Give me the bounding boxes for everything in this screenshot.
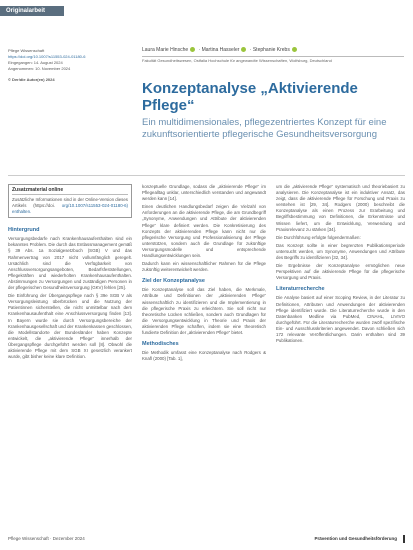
header-divider: [8, 175, 405, 176]
doi-link[interactable]: https://doi.org/10.1007/s11553-024-01180-6: [8, 54, 86, 59]
article-type-tag: Originalarbeit: [0, 6, 64, 16]
paragraph: Das Konzept sollte in einer begrenzten Publikationsperiode untersucht werden, um Synonyme, Anwendungen und Attribute des Begriffs zu identifizieren [32, 34].: [276, 242, 405, 261]
article-metadata: [8, 48, 136, 83]
text-column-3: [276, 184, 405, 346]
paragraph: Die Analyse basiert auf einer Scoping Review, in der Literatur zu Definitionen, Attributen und Anwendungen der aktivierenden Pflege identifiziert wurde. Die Literaturrecherche wurde in den Datenbanken Medline via PubMed, CINAHL, LIVIVO durchgeführt. Für die Literaturrecherche wurden zwölf spezifische Ein- und Ausschlusskriterien angewendet. Davon schließen sich 172 relevante Veröffentlichungen. Darin enthalten sind 39 Publikationen.: [276, 295, 405, 344]
footer-journal: Pflege Wissenschaft · Dezember 2024: [8, 536, 85, 541]
supplementary-link[interactable]: org/10.1007/s11553-024-01180-6) enthalten.: [12, 203, 128, 215]
paragraph: Einen deutlichen Handlungsbedarf zeigen die Vielzahl von Anforderungen an die aktivierende Pflege, die am Grundbegriff „Synonyme, Anwendungen und Attribute der aktivierenden Pflege“ klare definiert werden. Die Konkretisierung des Konzepts der aktivierenden Pflege kann nicht nur die pflegerische Versorgung und Professionalisierung der Pflege unterstützen, sondern auch die Grundlage für zukünftige Versorgungsmodelle und entsprechende Handlungsentwicklungen sein.: [142, 204, 266, 259]
paragraph: konzeptuelle Grundlage, sodass die „aktivierende Pflege“ im Pflegealltag unklar, unterschiedlich verstanden und angewandt werden kann [14].: [142, 184, 266, 202]
supplementary-box-title: Zusatzmaterial online: [12, 187, 128, 195]
paragraph: Die Ergebnisse der Konzeptanalyse ermöglichen neue Perspektiven auf die aktivierende Pflege für die pflegerische Versorgung und Praxis.: [276, 263, 405, 281]
footer-bar: [403, 535, 405, 543]
paragraph: Die Konzeptanalyse soll das Ziel haben, die Merkmale, Attribute und Definitionen der „aktivierenden Pflege“ wissenschaftlich zu identifizieren und die Implementierung in die pflegerische Praxis zu erleichtern. Sie soll nicht nur theoretische Lücken schließen, sondern auch Grundlagen für die Versorgungsentwicklung in Theorie und Praxis der aktivierenden Pflege schaffen, indem sie eine theoretisch fundierte Definition der „aktivierenden Pflege“ bietet.: [142, 287, 266, 335]
section-heading: Hintergrund: [8, 227, 40, 234]
supplementary-box-body: Zusätzliche Informationen sind in der Online-Version dieses Artikels (https://doi. org/10.1007/s11553-024-01180-6) enthalten.: [12, 197, 128, 215]
orcid-icon[interactable]: [241, 47, 246, 52]
paragraph: Dadurch kann ein wissenschaftlicher Rahmen für die Pflege zukünftig weiterentwickelt werden.: [142, 261, 266, 273]
paragraph: Die Einführung der Übergangspflege nach § 39e SGB V als Versorgungsleistung überbrücken und die Nutzung der Patientinnen sicherstellen, die nicht unmittelbar nach dem Krankenhausaufenthalt eine Anschlussversorgung finden [13]. In Bayern wurde sie durch Versorgungsbereiche der Krankenhausgesellschaft und der Krankenkassen geschlossen, die Modellstandorte der Bundesländer haben Konzepte entwickelt, die „aktivierende Pflege“ innerhalb der Übergangspflege durchgeführt werden soll [8]. Obwohl die aktivierende Pflege mit dem SGB XI gesetzlich verankert wurde, gibt bisher keine klare Definition.: [8, 293, 132, 360]
orcid-icon[interactable]: [190, 47, 195, 52]
paragraph: Die Durchführung erfolgte folgendermaßen:: [276, 234, 361, 240]
journal-name: Pflege Wissenschaft: [8, 48, 45, 53]
paragraph: Die Methodik umfasst eine Konzeptanalyse nach Rodgers & Knafl (2000) [Tab. 1],: [142, 350, 266, 362]
text-column-2: [142, 184, 266, 364]
copyright-notice: © Der/die Autor(en) 2024: [8, 77, 55, 82]
text-column-1: [8, 184, 132, 362]
author-affiliation: Fakultät Gesundheitswesen, Ostfalia Hochschule für angewandte Wissenschaften, Wolfsburg, Deutschland: [142, 56, 404, 64]
article-title: Konzeptanalyse „Aktivierende Pflege“: [142, 80, 358, 114]
section-heading: Literaturrecherche: [276, 286, 325, 293]
paragraph: Versorgungsbedarfe nach Krankenhausaufenthalten sind ein bekanntes Problem. Die durch das Entlassmanagement gemäß § 39 Abs. 1a Sozialgesetzbuch (SGB) V und das Rahmenvertrag von 2017 nicht vollumfänglich geregelt. Ursächlich sind die Verfügbarkeit von Anschlussversorgungsangeboten, Bedarfsfeststellungen, Pflegekräften und wiederholten Krankenhausaufenthalten. Abstimmungen zu Versorgungen und zuständigen Personen in der pflegerischen Gesundheitsversorgung (GKV) fehlen [25].: [8, 236, 132, 291]
author-name: Stephanie Krebs: [252, 47, 290, 53]
author-name: Laura Marie Hinsche: [142, 47, 189, 53]
received-date: Eingegangen: 14. August 2024: [8, 60, 63, 65]
orcid-icon[interactable]: [292, 47, 297, 52]
supplementary-box: [8, 184, 132, 218]
footer-section: Prävention und Gesundheitsförderung: [314, 536, 397, 541]
section-heading: Ziel der Konzeptanalyse: [142, 278, 205, 285]
author-list: Laura Marie Hinsche · Martina Hasseler · Stephanie Krebs: [142, 47, 404, 54]
accepted-date: Angenommen: 10. November 2024: [8, 66, 71, 71]
page-footer: [8, 534, 405, 544]
article-subtitle: Ein multidimensionales, pflegezentriertes Konzept für eine zukunftsorientierte pflegerische Gesundheitsversorgung: [142, 117, 387, 140]
section-heading: Methodisches: [142, 341, 179, 348]
paragraph: um die „aktivierende Pflege“ systematisch und theoriebasiert zu analysieren. Die Konzeptanalyse ist ein induktiver Ansatz, das zeigt, dass die aktivierende Pflege für Forschung und Praxis zu verstehen ist [29, 34]. Rodgers (2000) beschreibt die Konzeptanalyse als einen Prozess zur Erarbeitung und Begriffsbestimmung von Definitionen, die Erkenntnisse und Wissen liefert, um die Entwicklung, Verwendung und Praxisrelevanz zu stärken [34].: [276, 184, 405, 232]
author-name: Martina Hasseler: [201, 47, 240, 53]
